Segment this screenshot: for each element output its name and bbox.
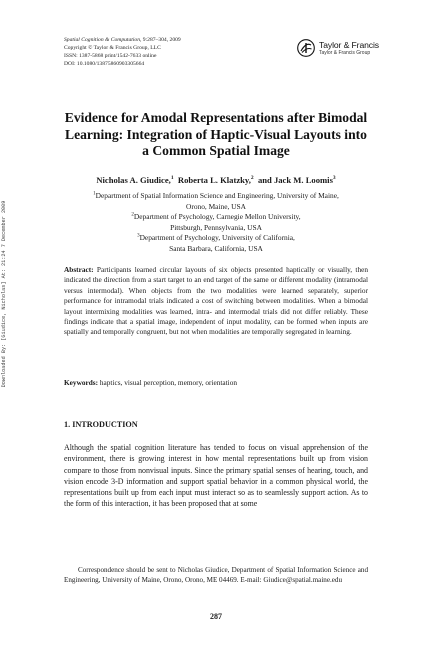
journal-citation: [64, 36, 181, 44]
body-paragraph: Although the spatial cognition literature has tended to focus on visual apprehension of the environment, there is growing interest in how mental representations built up from vision compare to those from nonvisual inputs. Since the primary spatial senses of hearing, touch, and vision encode 3-D information and support spatial behavior in a common physical world, the representations built up from each input must interact so as to seamlessly support action. As to the form of this interaction, it has been proposed that at some: [64, 443, 368, 509]
page-number: 287: [210, 612, 222, 621]
section-heading: 1. INTRODUCTION: [64, 420, 138, 429]
journal-metadata: [64, 36, 181, 68]
author-affiliation-mark: 1: [170, 175, 174, 182]
abstract-text: Participants learned circular layouts of six objects presented haptically or visually, then indicated the direction from a start target to an end target of the same or different modality (intramodal versus intermodal). When objects from the two modalities were learned separately, superior performance for intramodal trials indicated a cost of switching between modalities. When a bimodal layout intermixing modalities was learned, intra- and intermodal trials did not differ reliably. These findings indicate that a spatial image, independent of input modality, can be formed when inputs are spatially and temporally congruent, but not when modalities are temporally segregated in learning.: [64, 265, 368, 337]
affiliations: [64, 191, 368, 255]
affiliation-line: Department of Psychology, University of California,: [139, 233, 295, 243]
affiliation-mark: 1: [93, 191, 96, 197]
affiliation-line: Department of Psychology, Carnegie Mellon University,: [133, 212, 301, 222]
abstract: [64, 265, 368, 338]
author-affiliation-mark: 3: [332, 175, 336, 182]
keywords-text: haptics, visual perception, memory, orientation: [98, 378, 238, 387]
affiliation-mark: 2: [131, 212, 134, 218]
affiliation-mark: 3: [137, 233, 140, 239]
affiliation-line: Department of Spatial Information Science and Engineering, University of Maine,: [95, 191, 339, 200]
journal-volume-pages: , 9:287–304, 2009: [140, 37, 181, 43]
download-watermark: Downloaded By: [Giudice, Nicholas] At: 21:24 7 December 2009: [1, 200, 7, 388]
logo-subtitle: Taylor & Francis Group: [319, 50, 371, 56]
doi-line: DOI: 10.1080/13875860903305664: [64, 61, 145, 67]
author-name: and Jack M. Loomis: [257, 175, 333, 185]
keywords-label: Keywords:: [64, 378, 99, 387]
author-name: Roberta L. Klatzky,: [177, 175, 251, 185]
author-affiliation-mark: 2: [250, 175, 254, 182]
author-name: Nicholas A. Giudice,: [96, 175, 171, 185]
copyright-line: Copyright © Taylor & Francis Group, LLC: [64, 45, 161, 51]
publisher-logo: [297, 38, 387, 60]
author-line: [64, 174, 368, 186]
journal-name: Spatial Cognition & Computation: [64, 37, 140, 43]
affiliation-line: Orono, Maine, USA: [186, 201, 246, 211]
abstract-label: Abstract:: [64, 265, 94, 274]
paper-title: Evidence for Amodal Representations after Bimodal Learning: Integration of Haptic-Visual Layouts into a Common Spatial Image: [64, 110, 368, 158]
logo-wordmark: Taylor & Francis: [319, 40, 380, 50]
affiliation-line: Pittsburgh, Pennsylvania, USA: [170, 222, 262, 232]
affiliation-line: Santa Barbara, California, USA: [169, 243, 263, 253]
correspondence-footnote: Correspondence should be sent to Nicholas Giudice, Department of Spatial Information Science and Engineering, University of Maine, Orono, Orono, ME 04469. E-mail: Giudice@spatial.maine.edu: [64, 566, 368, 585]
issn-line: ISSN: 1387-5868 print/1542-7633 online: [64, 53, 157, 59]
affiliation-item: [64, 233, 368, 244]
keywords: [64, 378, 368, 388]
affiliation-item: [64, 191, 368, 202]
taylor-francis-emblem-icon: [297, 39, 315, 57]
affiliation-item: [64, 212, 368, 223]
